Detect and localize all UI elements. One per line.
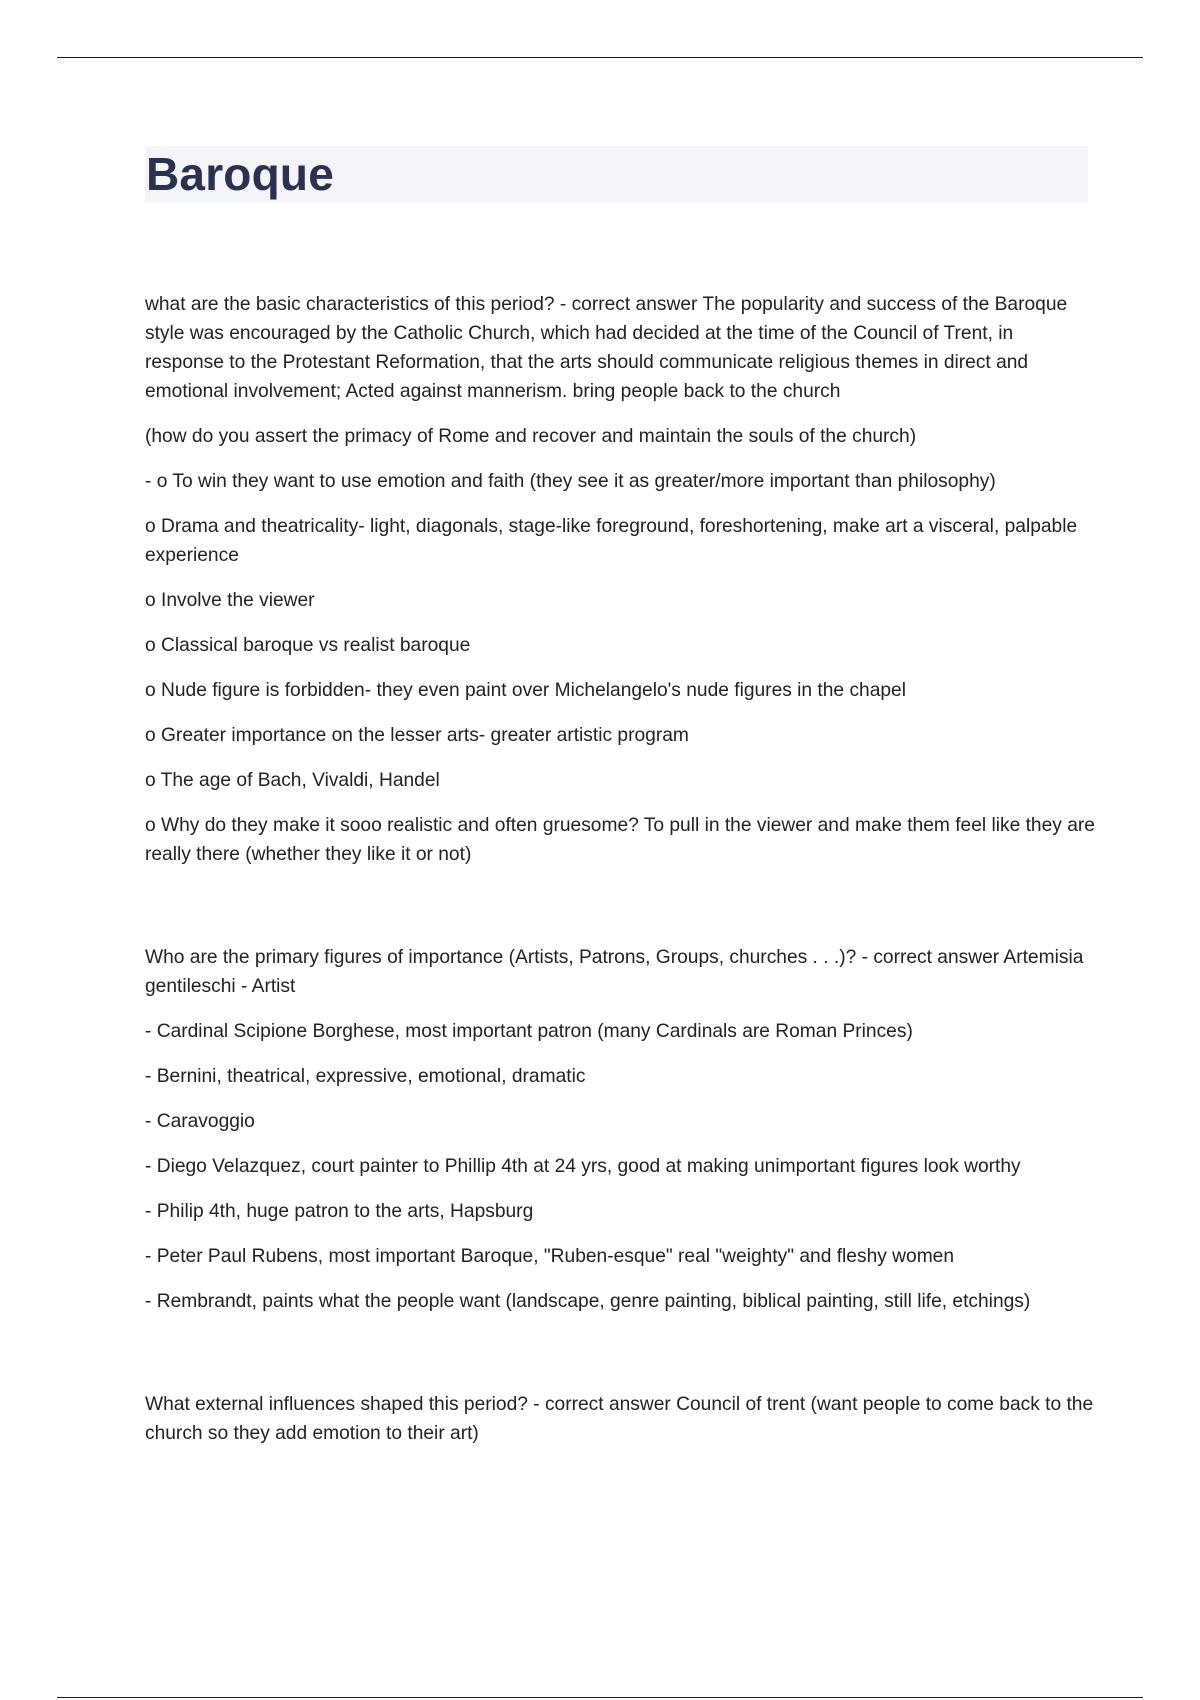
qa-section-influences (145, 1390, 1095, 1448)
bottom-divider (57, 1697, 1143, 1698)
section-spacer (145, 885, 1095, 943)
list-item: - Philip 4th, huge patron to the arts, Hapsburg (145, 1201, 534, 1222)
qa-section-figures (145, 943, 1095, 1316)
list-item: - Diego Velazquez, court painter to Phillip 4th at 24 yrs, good at making unimportant figures look worthy (145, 1156, 1021, 1177)
list-item: o The age of Bach, Vivaldi, Handel (145, 770, 440, 791)
list-item: - Rembrandt, paints what the people want (landscape, genre painting, biblical painting, still life, etchings) (145, 1291, 1031, 1312)
top-divider (57, 57, 1143, 58)
question-answer: Who are the primary figures of importance (Artists, Patrons, Groups, churches . . .)? - correct answer Artemisia gentileschi - Artist (145, 947, 1084, 997)
list-item: - Bernini, theatrical, expressive, emotional, dramatic (145, 1066, 586, 1087)
page-title: Baroque (146, 148, 334, 200)
list-item: o Involve the viewer (145, 590, 315, 611)
section-spacer (145, 1332, 1095, 1390)
list-item: - Cardinal Scipione Borghese, most important patron (many Cardinals are Roman Princes) (145, 1021, 913, 1042)
question-answer: What external influences shaped this period? - correct answer Council of trent (want people to come back to the church so they add emotion to their art) (145, 1394, 1094, 1444)
question-answer: what are the basic characteristics of this period? - correct answer The popularity and success of the Baroque style was encouraged by the Catholic Church, which had decided at the time of the Council of Trent, in response to the Protestant Reformation, that the arts should communicate religious themes in direct and emotional involvement; Acted against mannerism. bring people back to the church (145, 294, 1068, 402)
list-item: o Greater importance on the lesser arts- greater artistic program (145, 725, 689, 746)
document-body (145, 290, 1095, 1464)
list-item: - Peter Paul Rubens, most important Baroque, "Ruben-esque" real "weighty" and fleshy women (145, 1246, 955, 1267)
list-item: o Nude figure is forbidden- they even paint over Michelangelo's nude figures in the chapel (145, 680, 906, 701)
list-item: (how do you assert the primacy of Rome and recover and maintain the souls of the church) (145, 426, 917, 447)
list-item: o Drama and theatricality- light, diagonals, stage-like foreground, foreshortening, make art a visceral, palpable experience (145, 516, 1078, 566)
list-item: o Classical baroque vs realist baroque (145, 635, 471, 656)
list-item: o Why do they make it sooo realistic and often gruesome? To pull in the viewer and make them feel like they are really there (whether they like it or not) (145, 815, 1095, 865)
list-item: - Caravoggio (145, 1111, 255, 1132)
qa-section-characteristics (145, 290, 1095, 869)
list-item: - o To win they want to use emotion and faith (they see it as greater/more important than philosophy) (145, 471, 996, 492)
